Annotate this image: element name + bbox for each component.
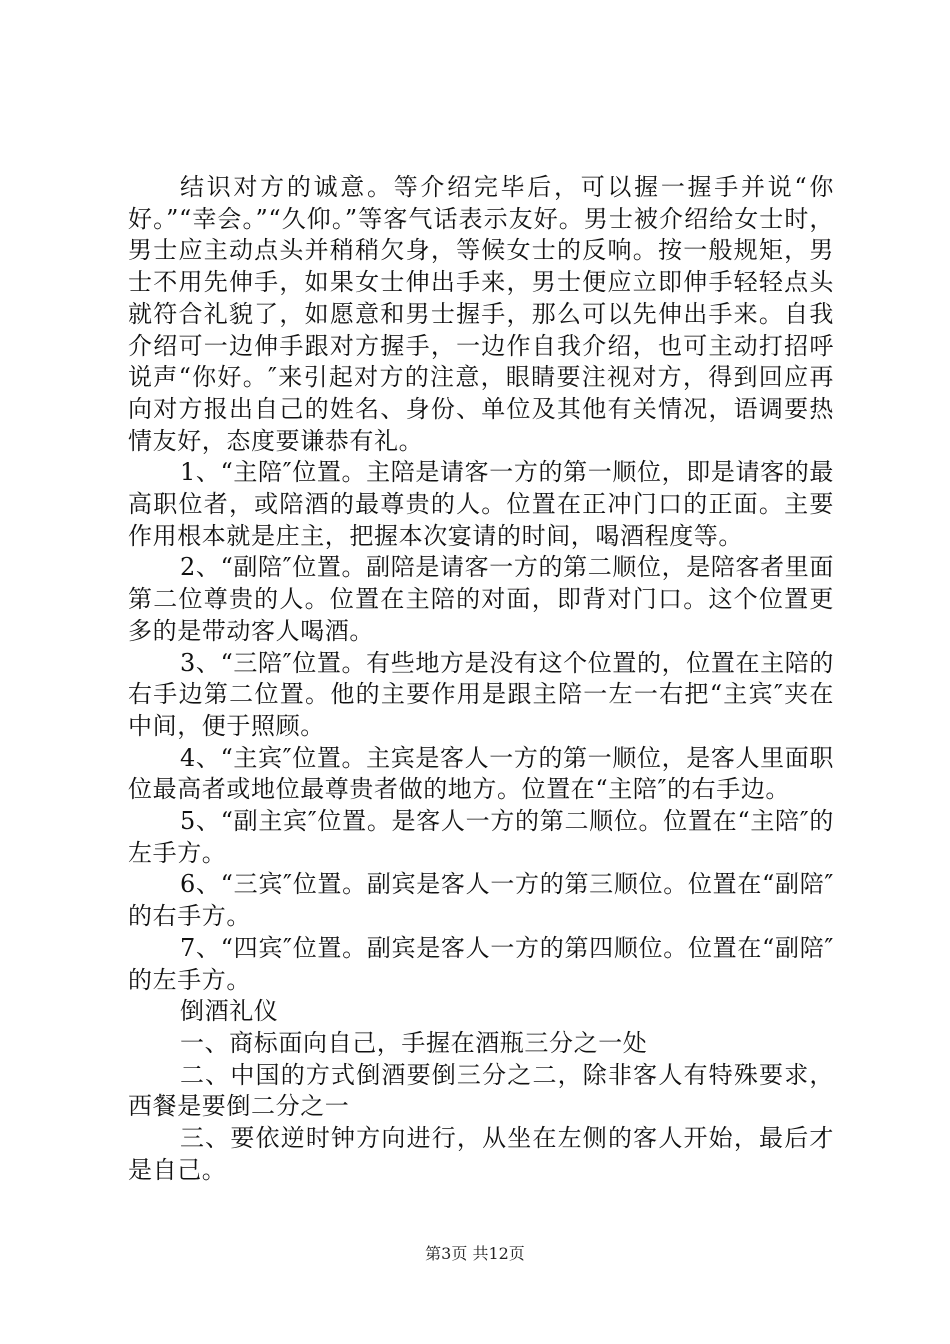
paragraph-pouring-rule-1: 一、商标面向自己，手握在酒瓶三分之一处 <box>180 1028 648 1057</box>
page-number-footer: 第3页 共12页 <box>425 1244 525 1263</box>
document-body <box>128 172 834 1187</box>
paragraph-vice-host-seat: 2、“副陪″位置。副陪是请客一方的第二顺位，是陪客者里面第二位尊贵的人。位置在主陪的对面，即背对门口。这个位置更多的是带动客人喝酒。 <box>128 553 834 645</box>
paragraph-pouring-rule-3: 三、要依逆时钟方向进行，从坐在左侧的客人开始，最后才是自己。 <box>128 1124 834 1184</box>
paragraph-host-seat: 1、“主陪″位置。主陪是请客一方的第一顺位，即是请客的最高职位者，或陪酒的最尊贵的人。位置在正冲门口的正面。主要作用根本就是庄主，把握本次宴请的时间，喝酒程度等。 <box>128 458 834 550</box>
paragraph-third-guest-seat: 6、“三宾″位置。副宾是客人一方的第三顺位。位置在“副陪″的右手方。 <box>128 870 834 931</box>
paragraph-fourth-guest-seat: 7、“四宾″位置。副宾是客人一方的第四顺位。位置在“副陪″的左手方。 <box>128 933 834 994</box>
paragraph-intro-handshake: 结识对方的诚意。等介绍完毕后，可以握一握手并说“你好。”“幸会。”“久仰。”等客气话表示友好。男士被介绍给女士时，男士应主动点头并稍稍欠身，等候女士的反响。按一般规矩，男士不用先伸手，如果女士伸出手来，男士便应立即伸手轻轻点头就符合礼貌了，如愿意和男士握手，那么可以先伸出手来。自我介绍可一边伸手跟对方握手，一边作自我介绍，也可主动打招呼说声“你好。″来引起对方的注意，眼睛要注视对方，得到回应再向对方报出自己的姓名、身份、单位及其他有关情况，语调要热情友好，态度要谦恭有礼。 <box>128 173 834 455</box>
paragraph-vice-guest-seat: 5、“副主宾″位置。是客人一方的第二顺位。位置在“主陪″的左手方。 <box>128 807 834 867</box>
paragraph-pouring-rule-2: 二、中国的方式倒酒要倒三分之二，除非客人有特殊要求，西餐是要倒二分之一 <box>128 1060 834 1121</box>
section-heading-pouring-etiquette: 倒酒礼仪 <box>180 997 279 1026</box>
paragraph-main-guest-seat: 4、“主宾″位置。主宾是客人一方的第一顺位，是客人里面职位最高者或地位最尊贵者做的地方。位置在“主陪″的右手边。 <box>128 743 834 804</box>
paragraph-third-host-seat: 3、“三陪″位置。有些地方是没有这个位置的，位置在主陪的右手边第二位置。他的主要作用是跟主陪一左一右把“主宾″夹在中间，便于照顾。 <box>128 648 834 740</box>
